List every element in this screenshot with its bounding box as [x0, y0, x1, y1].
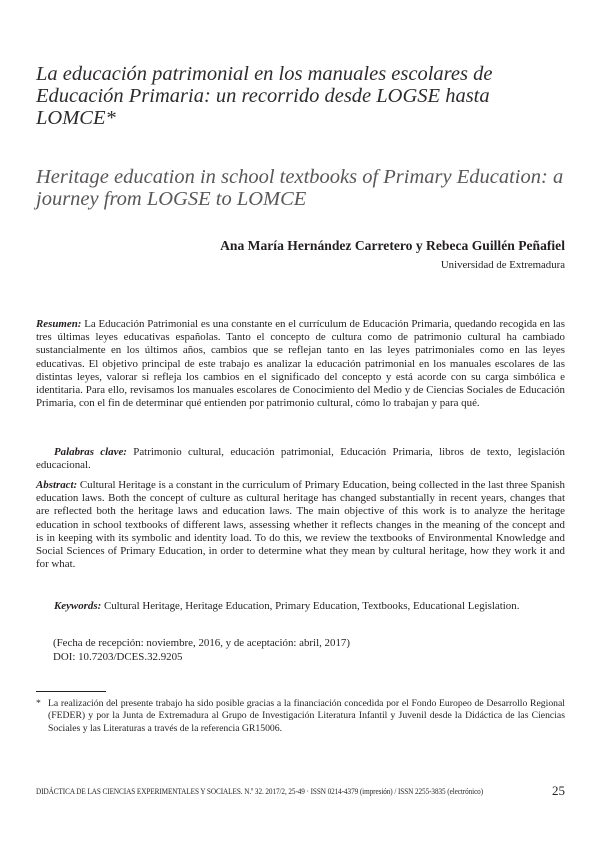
journal-citation: DIDÁCTICA DE LAS CIENCIAS EXPERIMENTALES Y SOCIALES. N.º 32. 2017/2, 25-49 · ISSN 0214-4379 (impresión) / ISSN 2255-3835 (electrónico) — [36, 786, 484, 796]
abstract-english — [36, 479, 565, 571]
received-accepted-dates: (Fecha de recepción: noviembre, 2016, y de aceptación: abril, 2017) — [53, 637, 350, 649]
affiliation: Universidad de Extremadura — [440, 259, 565, 271]
abstract-english-label: Abstract: — [36, 479, 78, 491]
abstract-spanish-text: La Educación Patrimonial es una constante en el currículum de Educación Primaria, quedando recogida en las tres últimas leyes educativas españolas. Tanto el concepto de cultura como de patrimonio cultural ha cambiado sustancialmente en los últimos años, cambios que se reflejan tanto en las leyes patrimoniales como en las leyes educativas. El objetivo principal de este trabajo es analizar la educación patrimonial en los manuales escolares de las distintas leyes, valorar si refleja los cambios en el significado del concepto y está acorde con su carga simbólica e identitaria. Para ello, revisamos los manuales escolares de Conocimiento del Medio y de Ciencias Sociales de Educación Primaria, con el fin de determinar qué entienden por patrimonio cultural, cómo lo trabajan y para qué. — [36, 318, 565, 410]
footnote-divider — [36, 691, 106, 692]
page-footer — [36, 783, 565, 799]
abstract-spanish-label: Resumen: — [36, 318, 82, 330]
abstract-english-text: Cultural Heritage is a constant in the curriculum of Primary Education, being collected in the last three Spanish education laws. Both the concept of culture as cultural heritage has changed substantially in recent years, changes that are reflected both the heritage laws and education laws. The main objective of this work is to analyze the heritage education in school textbooks of different laws, assessing whether it reflects changes in the meaning of the concept and is in keeping with its symbolic and identity load. To do this, we review the textbooks of Environmental Knowledge and Social Sciences of Primary Education, in order to determine what they mean by cultural heritage, how they work it and for what. — [36, 479, 565, 571]
keywords-spanish-label: Palabras clave: — [54, 446, 127, 458]
keywords-spanish — [36, 446, 565, 472]
keywords-english — [36, 600, 565, 613]
keywords-spanish-text: Patrimonio cultural, educación patrimonial, Educación Primaria, libros de texto, legislación educacional. — [36, 446, 565, 472]
title-spanish: La educación patrimonial en los manuales escolares de Educación Primaria: un recorrido desde LOGSE hasta LOMCE* — [36, 63, 493, 129]
keywords-english-text: Cultural Heritage, Heritage Education, Primary Education, Textbooks, Educational Legislation. — [103, 600, 520, 612]
authors: Ana María Hernández Carretero y Rebeca Guillén Peñafiel — [220, 238, 565, 253]
footnote — [36, 698, 565, 735]
keywords-english-label: Keywords: — [54, 600, 102, 612]
footnote-text: La realización del presente trabajo ha sido posible gracias a la financiación concedida por el Fondo Europeo de Desarrollo Regional (FEDER) y por la Junta de Extremadura al Grupo de Investigación Literatura Infantil y Juvenil desde la Didáctica de las Ciencias Sociales y las Literaturas a través de la referencia GR15006. — [48, 698, 565, 734]
title-english: Heritage education in school textbooks of Primary Education: a journey from LOGSE to LOMCE — [36, 166, 564, 210]
footnote-mark: * — [36, 698, 41, 709]
submission-dates — [53, 637, 350, 664]
abstract-spanish — [36, 318, 565, 410]
page-number: 25 — [552, 783, 565, 798]
doi: DOI: 10.7203/DCES.32.9205 — [53, 650, 183, 663]
